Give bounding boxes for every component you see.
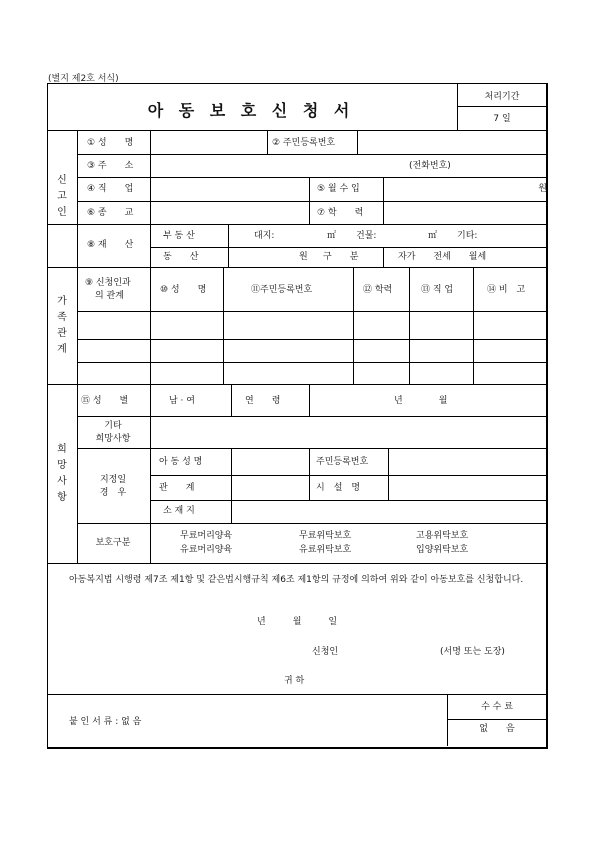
- line-name-rrn: [267, 130, 268, 154]
- applicant-education-label: ⑦ 학 력: [317, 208, 364, 218]
- wish-other-label-2: 희망사항: [95, 434, 131, 444]
- line-family-c1: [223, 267, 224, 384]
- applicant-name-label: ① 성 명: [87, 138, 134, 148]
- line-wish-other: [77, 448, 547, 449]
- land-unit: ㎡: [327, 231, 337, 241]
- line-processing-mid: [457, 106, 547, 107]
- line-wish-bottom: [47, 563, 547, 564]
- applicant-address-label: ③ 주 소: [87, 161, 134, 171]
- line-family-c2: [353, 267, 354, 384]
- line-processing-left: [457, 83, 458, 130]
- protection-option-2: 무료위탁보호: [299, 531, 352, 541]
- addressee-label: 귀 하: [284, 676, 305, 686]
- movable-property-unit: 원: [299, 252, 308, 262]
- line-family-row2: [77, 362, 547, 363]
- wish-designated-label-1: 지정일: [99, 475, 127, 485]
- applicant-phone-label: (전화번호): [409, 161, 451, 171]
- protection-option-3: 고용위탁보호: [416, 531, 469, 541]
- line-family-bottom: [47, 384, 547, 385]
- line-wish-sex: [77, 416, 547, 417]
- line-family-c4: [473, 267, 474, 384]
- family-section-label: 가족관계: [57, 296, 67, 355]
- line-property-type: [228, 224, 229, 267]
- wish-sex-label: ⑮ 성 별: [81, 396, 129, 406]
- processing-period-value: 7 일: [493, 114, 511, 124]
- family-relation-label-2: 의 관계: [95, 291, 124, 301]
- protection-option-5: 유료위탁보호: [299, 545, 352, 555]
- applicant-rrn-label: ② 주민등록번호: [272, 138, 336, 148]
- line-family-header: [77, 311, 547, 312]
- land-label: 대지:: [254, 231, 275, 241]
- line-designated-mid: [309, 448, 310, 500]
- other-property-label: 기타:: [457, 231, 478, 241]
- family-note-header: ⑭ 비 고: [487, 285, 526, 295]
- family-rrn-header: ⑪주민등록번호: [251, 285, 313, 295]
- line-wish-location: [77, 523, 547, 524]
- wish-child-name-label: 아 동 성 명: [159, 457, 203, 467]
- wish-rrn-label: 주민등록번호: [316, 457, 369, 467]
- processing-period-label: 처리기간: [484, 92, 520, 102]
- line-applicant-bottom: [47, 267, 547, 268]
- line-wish-sex-age: [231, 384, 232, 416]
- line-location-value: [231, 500, 232, 523]
- wish-location-label: 소 재 지: [163, 506, 195, 516]
- protection-option-4: 유료머리양육: [180, 545, 233, 555]
- applicant-property-label: ⑧ 재 산: [87, 240, 134, 250]
- line-housing: [383, 247, 384, 267]
- building-label: 건물:: [356, 231, 377, 241]
- line-designated-right: [388, 448, 389, 500]
- applicant-income-label: ⑤ 월 수 입: [317, 184, 360, 194]
- line-wish-designated-1: [150, 475, 547, 476]
- line-income-education: [309, 177, 310, 224]
- signature-note: (서명 또는 도장): [440, 647, 505, 657]
- protection-option-1: 무료머리양육: [180, 531, 233, 541]
- movable-property-label: 동 산: [163, 252, 199, 262]
- building-unit: ㎡: [428, 231, 438, 241]
- line-statement-bottom: [47, 694, 547, 695]
- line-fee-mid: [447, 719, 547, 720]
- line-property-mid: [150, 247, 547, 248]
- wish-sex-value: 남 · 여: [169, 396, 195, 406]
- line-applicant-r4: [47, 224, 547, 225]
- applicant-section-label: 신고인: [57, 175, 67, 218]
- line-rrn-value: [357, 130, 358, 154]
- fee-value: 없 음: [479, 724, 515, 734]
- applicant-signature-label: 신청인: [312, 647, 339, 657]
- form-title: 아 동 보 호 신 청 서: [147, 101, 355, 120]
- line-income-value: [383, 177, 384, 224]
- real-estate-label: 부 동 산: [163, 231, 195, 241]
- application-statement: 아동복지법 시행령 제7조 제1항 및 같은법시행규칙 제6조 제1항의 규정에 의하여 위와 같이 아동보호를 신청합니다.: [69, 575, 524, 585]
- line-section-label: [77, 130, 78, 563]
- line-title-bottom: [47, 130, 547, 131]
- attachments-label: 붙 인 서 류 : 없 음: [69, 717, 142, 727]
- applicant-income-unit: 원: [538, 184, 547, 194]
- wish-facility-label: 시 설 명: [316, 483, 361, 493]
- child-protection-application-form: [47, 83, 547, 748]
- wish-protection-type-label: 보호구분: [95, 538, 131, 548]
- line-applicant-r3: [77, 201, 547, 202]
- wish-designated-label-2: 경 우: [99, 488, 127, 498]
- line-family-c3: [409, 267, 410, 384]
- applicant-job-label: ④ 직 업: [87, 184, 134, 194]
- form-number-label: (별지 제2호 서식): [48, 74, 119, 84]
- wish-age-label: 연 령: [245, 396, 281, 406]
- line-family-row1: [77, 339, 547, 340]
- fee-label: 수 수 료: [481, 702, 513, 712]
- family-relation-label-1: ⑨ 신청인과: [85, 278, 131, 288]
- line-applicant-r2: [77, 177, 547, 178]
- family-job-header: ⑬ 직 업: [421, 285, 454, 295]
- housing-options: 자가 전세 월세: [398, 252, 487, 262]
- protection-option-6: 입양위탁보호: [416, 545, 469, 555]
- housing-category-label: 구 분: [323, 252, 359, 262]
- applicant-religion-label: ⑥ 종 교: [87, 208, 134, 218]
- line-wish-age-value: [309, 384, 310, 416]
- wish-section-label: 희망사항: [57, 444, 67, 503]
- line-applicant-r1: [77, 154, 547, 155]
- wish-other-label-1: 기타: [104, 421, 122, 431]
- line-designated-value: [231, 448, 232, 500]
- line-wish-designated-2: [150, 500, 547, 501]
- line-fee-left: [447, 694, 448, 746]
- wish-relation-label: 관 계: [159, 483, 195, 493]
- family-education-header: ⑫ 학력: [363, 285, 393, 295]
- application-date-line: 년 월 일: [257, 617, 338, 627]
- line-label-column: [150, 130, 151, 563]
- wish-age-value: 년 월: [394, 396, 448, 406]
- family-name-header: ⑩ 성 명: [160, 285, 207, 295]
